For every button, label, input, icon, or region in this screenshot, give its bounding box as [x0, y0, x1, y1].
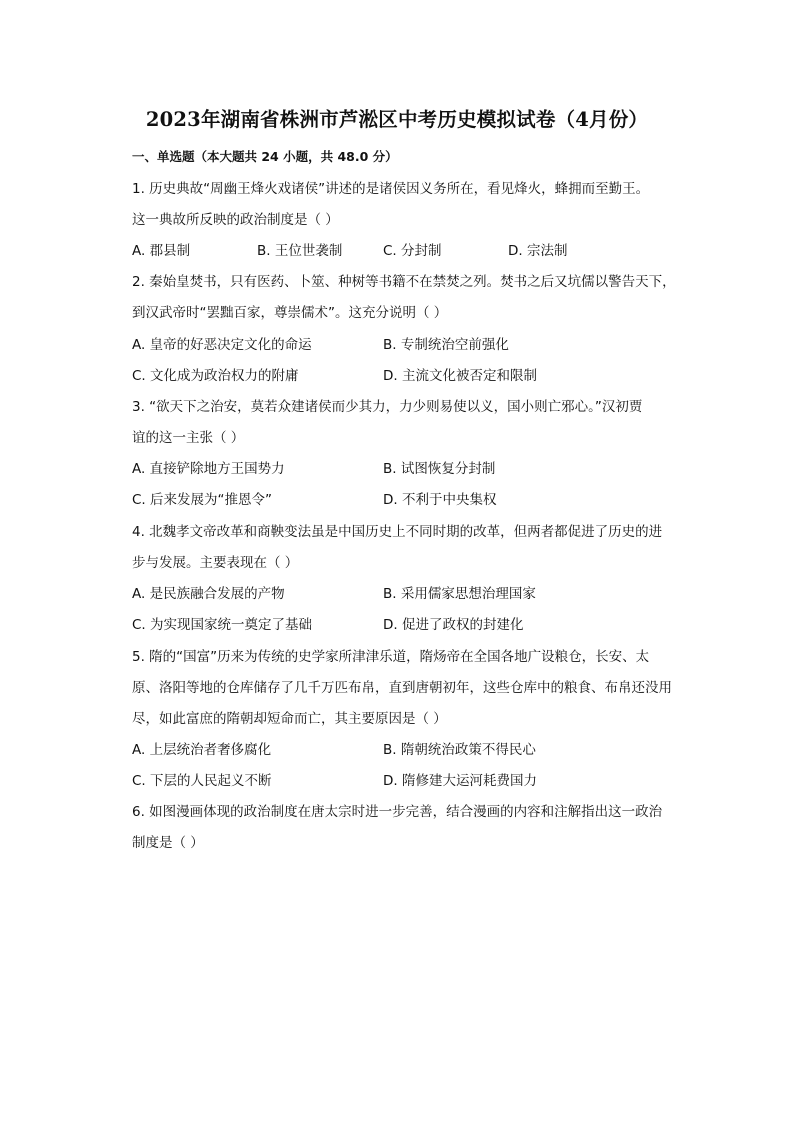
question-5-line-2: 原、洛阳等地的仓库储存了几千万匹布帛，直到唐朝初年，这些仓库中的粮食、布帛还没用	[132, 680, 672, 696]
question-4-option-d[interactable]: D. 促进了政权的封建化	[383, 617, 524, 633]
question-1-line-1: 1. 历史典故“周幽王烽火戏诸侯”讲述的是诸侯因义务所在，看见烽火，蜂拥而至勤王。	[132, 181, 650, 197]
question-3-option-d[interactable]: D. 不利于中央集权	[383, 492, 497, 508]
question-1-line-2: 这一典故所反映的政治制度是（ ）	[132, 212, 339, 228]
question-3-option-c[interactable]: C. 后来发展为“推恩令”	[132, 492, 272, 508]
question-5-option-c[interactable]: C. 下层的人民起义不断	[132, 773, 272, 789]
question-2-option-c[interactable]: C. 文化成为政治权力的附庸	[132, 368, 299, 384]
question-1-option-a[interactable]: A. 郡县制	[132, 243, 191, 259]
question-5-option-a[interactable]: A. 上层统治者奢侈腐化	[132, 742, 272, 758]
question-5-line-1: 5. 隋的“国富”历来为传统的史学家所津津乐道，隋炀帝在全国各地广设粮仓，长安、太	[132, 649, 650, 665]
question-4-option-c[interactable]: C. 为实现国家统一奠定了基础	[132, 617, 313, 633]
question-4-line-1: 4. 北魏孝文帝改革和商鞅变法虽是中国历史上不同时期的改革，但两者都促进了历史的进	[132, 524, 663, 540]
question-5-line-3: 尽，如此富庶的隋朝却短命而亡，其主要原因是（ ）	[132, 711, 447, 727]
page-title: 2023年湖南省株洲市芦淞区中考历史模拟试卷（4月份）	[145, 108, 649, 131]
question-2-option-a[interactable]: A. 皇帝的好恶决定文化的命运	[132, 337, 312, 353]
section-heading: 一、单选题（本大题共 24 小题，共 48.0 分）	[132, 149, 398, 164]
question-1-option-b[interactable]: B. 王位世袭制	[257, 243, 343, 259]
question-4-option-b[interactable]: B. 采用儒家思想治理国家	[383, 586, 536, 602]
question-2-option-b[interactable]: B. 专制统治空前强化	[383, 337, 509, 353]
question-3-line-2: 谊的这一主张（ ）	[132, 430, 245, 446]
question-4-line-2: 步与发展。主要表现在（ ）	[132, 555, 299, 571]
question-2-option-d[interactable]: D. 主流文化被否定和限制	[383, 368, 537, 384]
question-3-option-a[interactable]: A. 直接铲除地方王国势力	[132, 461, 285, 477]
question-3-option-b[interactable]: B. 试图恢复分封制	[383, 461, 496, 477]
question-4-option-a[interactable]: A. 是民族融合发展的产物	[132, 586, 285, 602]
question-6-line-1: 6. 如图漫画体现的政治制度在唐太宗时进一步完善，结合漫画的内容和注解指出这一政治	[132, 804, 663, 820]
question-1-option-c[interactable]: C. 分封制	[383, 243, 442, 259]
question-6-line-2: 制度是（ ）	[132, 835, 204, 851]
question-5-option-b[interactable]: B. 隋朝统治政策不得民心	[383, 742, 536, 758]
question-2-line-1: 2. 秦始皇焚书，只有医药、卜筮、种树等书籍不在禁焚之列。焚书之后又坑儒以警告天下，	[132, 274, 676, 290]
question-3-line-1: 3. “欲天下之治安，莫若众建诸侯而少其力，力少则易使以义，国小则亡邪心。”汉初贾	[132, 399, 643, 415]
question-1-option-d[interactable]: D. 宗法制	[508, 243, 568, 259]
question-2-line-2: 到汉武帝时“罢黜百家，尊崇儒术”。这充分说明（ ）	[132, 305, 448, 321]
question-5-option-d[interactable]: D. 隋修建大运河耗费国力	[383, 773, 537, 789]
